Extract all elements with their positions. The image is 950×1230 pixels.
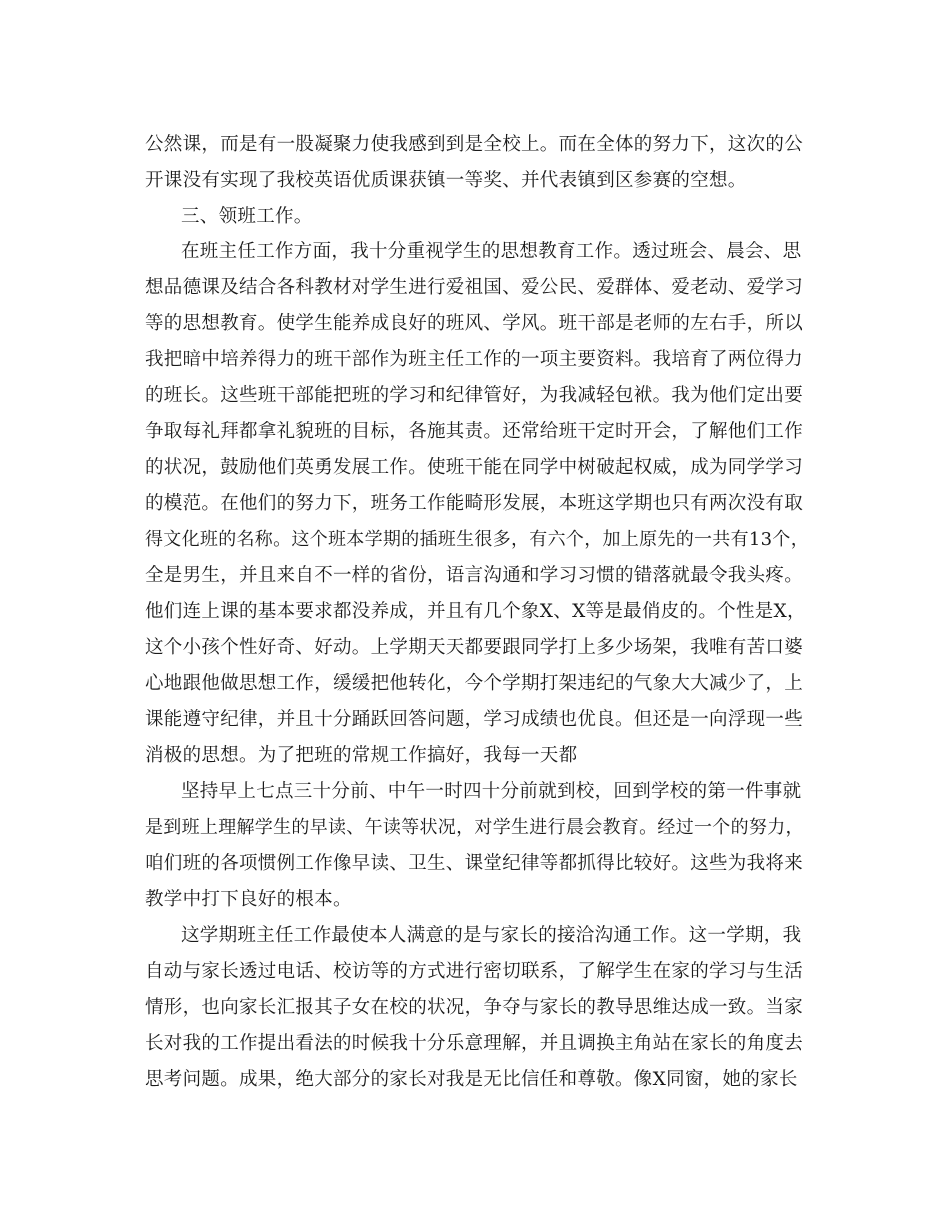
text-line: 心地跟他做思想工作，缓缓把他转化，今个学期打架违纪的气象大大减少了，上 bbox=[145, 673, 804, 694]
text-line: 公然课，而是有一股凝聚力使我感到到是全校上。而在全体的努力下，这次的公 bbox=[145, 134, 804, 155]
text-line: 这学期班主任工作最使本人满意的是与家长的接洽沟通工作。这一学期，我 bbox=[181, 925, 802, 946]
text-line: 长对我的工作提出看法的时候我十分乐意理解，并且调换主角站在家长的角度去 bbox=[145, 1033, 804, 1054]
text-line: 他们连上课的基本要求都没养成，并且有几个象X、X等是最俏皮的。个性是X， bbox=[145, 601, 806, 622]
text-line: 争取每礼拜都拿礼貌班的目标，各施其责。还常给班干定时开会，了解他们工作 bbox=[145, 421, 804, 442]
text-line: 咱们班的各项惯例工作像早读、卫生、课堂纪律等都抓得比较好。这些为我将来 bbox=[145, 853, 804, 874]
text-line: 消极的思想。为了把班的常规工作搞好，我每一天都 bbox=[145, 745, 578, 766]
text-line: 课能遵守纪律，并且十分踊跃回答问题，学习成绩也优良。但还是一向浮现一些 bbox=[145, 709, 804, 730]
text-line: 在班主任工作方面，我十分重视学生的思想教育工作。透过班会、晨会、思 bbox=[181, 241, 802, 262]
text-line: 这个小孩个性好奇、好动。上学期天天都要跟同学打上多少场架，我唯有苦口婆 bbox=[145, 637, 804, 658]
text-line: 是到班上理解学生的早读、午读等状况，对学生进行晨会教育。经过一个的努力， bbox=[145, 817, 804, 838]
text-line: 开课没有实现了我校英语优质课获镇一等奖、并代表镇到区参赛的空想。 bbox=[145, 170, 747, 191]
text-line: 坚持早上七点三十分前、中午一时四十分前就到校，回到学校的第一件事就 bbox=[181, 781, 802, 802]
text-line: 等的思想教育。使学生能养成良好的班风、学风。班干部是老师的左右手，所以 bbox=[145, 313, 804, 334]
text-line: 的状况，鼓励他们英勇发展工作。使班干能在同学中树破起权威，成为同学学习 bbox=[145, 457, 804, 478]
text-line: 自动与家长透过电话、校访等的方式进行密切联系，了解学生在家的学习与生活 bbox=[145, 961, 804, 982]
text-line: 的班长。这些班干部能把班的学习和纪律管好，为我减轻包袱。我为他们定出要 bbox=[145, 385, 804, 406]
section-heading: 三、领班工作。 bbox=[181, 206, 313, 227]
text-line: 的模范。在他们的努力下，班务工作能畸形发展，本班这学期也只有两次没有取 bbox=[145, 493, 804, 514]
text-line: 想品德课及结合各科教材对学生进行爱祖国、爱公民、爱群体、爱老动、爱学习 bbox=[145, 277, 804, 298]
text-line: 情形，也向家长汇报其子女在校的状况，争夺与家长的教导思维达成一致。当家 bbox=[145, 997, 804, 1018]
text-line: 全是男生，并且来自不一样的省份，语言沟通和学习习惯的错落就最令我头疼。 bbox=[145, 565, 804, 586]
text-line: 得文化班的名称。这个班本学期的插班生很多，有六个，加上原先的一共有13个， bbox=[145, 529, 810, 550]
text-line: 思考问题。成果，绝大部分的家长对我是无比信任和尊敬。像X同窗，她的家长 bbox=[145, 1069, 798, 1090]
text-line: 教学中打下良好的根本。 bbox=[145, 889, 352, 910]
text-line: 我把暗中培养得力的班干部作为班主任工作的一项主要资料。我培育了两位得力 bbox=[145, 349, 804, 370]
